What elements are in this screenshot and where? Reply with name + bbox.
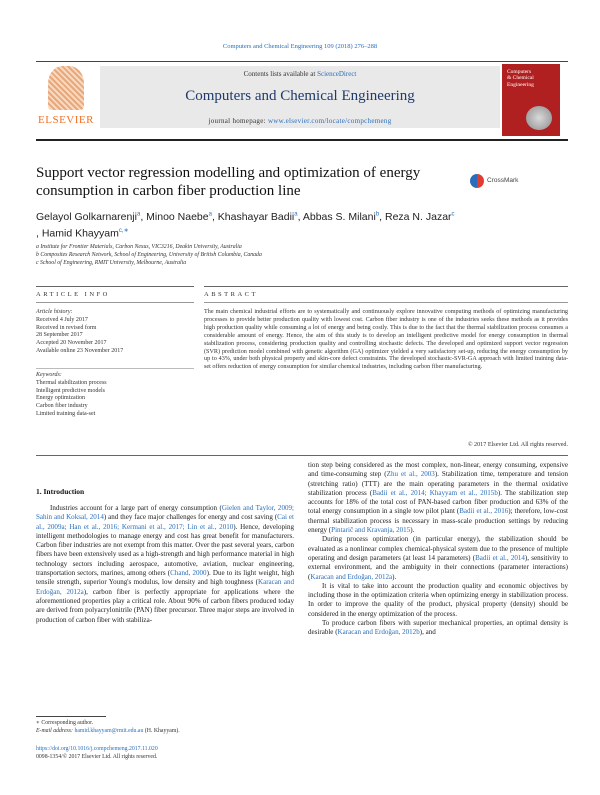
article-title: Support vector regression modelling and optimization of energy consumption in carbon fiber production line (36, 165, 421, 199)
affiliation-c: c School of Engineering, RMIT University, Melbourne, Australia (36, 260, 187, 266)
citation-link[interactable]: Badii et al., 2014 (475, 553, 525, 562)
body-text: During process optimization (in particular energy), the stabilization should be evaluated as a nonlinear complex chemical-physical system due to the presence of multiple operating and design parameters (at least 14 parameters) ( (308, 535, 568, 562)
citation-link[interactable]: Karacan and Erdoğan, 2012b (337, 628, 420, 637)
article-history (36, 309, 194, 356)
rights-line: 0098-1354/© 2017 Elsevier Ltd. All rights reserved. (36, 754, 158, 760)
author-name: Gelayol Golkarnarenji (36, 211, 137, 223)
footnote-rule (36, 716, 106, 717)
author-affiliation-marker[interactable]: a (294, 211, 298, 218)
body-text: ). The stabilization step accounts for 18% of the total cost of PAN-based carbon fiber production and 63% of the total energy consumption in a single tow pilot plant ( (308, 488, 568, 516)
journal-homepage (100, 117, 500, 125)
divider (36, 455, 568, 456)
divider (36, 286, 194, 287)
author-affiliation-marker[interactable]: b (375, 211, 380, 218)
author-affiliation-marker[interactable]: a (136, 211, 141, 218)
history-item: Received in revised form (36, 324, 97, 331)
body-text: ), and (419, 628, 436, 637)
authors-line (36, 227, 576, 240)
history-item: Received 4 July 2017 (36, 316, 88, 323)
citation-link[interactable]: Cai et al., 2009a; Han et al., 2016; Kermani et al., 2017; Lin et al., 2010 (36, 513, 294, 531)
body-text: ). Hence, developing intelligent methodologies to manage energy and cost has great benefit for manufacturers. Carbon fiber industries are not exempt from this matter. Over the past several years, carbon fibers have been extensively used as a high-strength and high performance material in high technology sectors including aerospace, automotive, aviation, nuclear engineering, transportation sectors, marines, among others ( (36, 522, 295, 578)
cover-line: & Chemical (507, 75, 534, 82)
affiliation-a: a Institute for Frontier Materials, Carbon Nexus, VIC3216, Deakin University, Australia (36, 244, 242, 250)
body-text: ), carbon fiber is perfectly appropriate for applications where the aforementioned properties play a critical role. About 90% of carbon fibers produced today are derived from polyacrylonitrile (PAN) fiber precursor. Three major steps are involved in production of carbon fiber with stabiliza- (36, 587, 295, 624)
author-affiliation-marker[interactable]: c,∗ (118, 228, 129, 234)
email-link[interactable]: hamid.khayyam@rmit.edu.au (74, 728, 144, 734)
history-item: Available online 23 November 2017 (36, 347, 124, 354)
keywords (36, 372, 194, 419)
author-name: , Hamid Khayyam (36, 227, 119, 240)
body-text: To produce carbon fibers with superior mechanical properties, an optimal density is desirable ( (308, 619, 568, 637)
journal-title: Computers and Chemical Engineering (185, 88, 415, 104)
author-affiliation-marker[interactable]: c (451, 211, 455, 218)
author-affiliation-marker[interactable]: a (208, 211, 212, 218)
doi-link[interactable]: https://doi.org/10.1016/j.compchemeng.2017.11.020 (36, 746, 158, 752)
history-heading: Article history: (36, 309, 73, 315)
keyword-item: Intelligent predictive models (36, 387, 105, 394)
citation-link[interactable]: Badii et al., 2016 (459, 507, 509, 516)
contents-prefix: Contents lists available at (243, 70, 318, 78)
affiliation-b: b Composites Research Network, School of Engineering, University of British Columbia, Canada (36, 252, 262, 258)
divider (204, 302, 568, 303)
citation-link[interactable]: Karacan and Erdoğan, 2012a (36, 578, 294, 596)
body-column-right (308, 461, 568, 638)
homepage-link[interactable]: www.elsevier.com/locate/compchemeng (267, 117, 392, 125)
doi-block (36, 745, 336, 761)
keyword-item: Energy optimization (36, 395, 86, 402)
crossmark-icon (470, 174, 484, 188)
divider (36, 302, 194, 303)
abstract-text: The main chemical industrial efforts are to systematically and continuously explore innovative computing methods of optimizing manufacturing processes to provide better production quality with lowest cost. Carbon fiber industry is one of the industries seeks these methods as it provides high production quality while consuming a lot of energy and being costly. This is due to the fact that the thermal stabilization process consumes a considerable amount of energy. Hence, the aim of this study is to develop an intelligent predictive model for energy consumption in thermal stabilization process, considering production quality and controlling stochastic defects. The developed and optimized support vector regression (SVR) prediction model combined with genetic algorithm (GA) optimizer yielded a very satisfactory set-up, reducing the energy consumption by up to 43%, under both physical property and skin-core defect constraints. The developed stochastic-SVR-GA approach with limited training data-set offers reduction of energy consumption for similar chemical industries, including carbon fiber manufacturing. (204, 309, 568, 371)
author-name: , Abbas S. Milani (297, 211, 376, 223)
body-text: It is vital to take into account the production quality and economic objectives by including those in the optimization criteria when optimizing energy in stabilization process. In order to improve the quality of the product, physical property (density) should be considered in the energy optimization of the process. (308, 581, 568, 618)
history-item: 28 September 2017 (36, 332, 83, 339)
body-paragraph (308, 535, 568, 581)
journal-reference[interactable]: Computers and Chemical Engineering 109 (2018) 276–288 (222, 43, 378, 50)
citation-link[interactable]: Zhu et al., 2003 (386, 470, 435, 479)
email-suffix: (H. Khayyam). (143, 728, 180, 734)
section-heading-introduction: 1. Introduction (36, 487, 85, 496)
elsevier-tree-icon (48, 66, 84, 110)
author-name: , Reza N. Jazar (379, 211, 452, 223)
body-text: ) and they face major challenges for energy and cost saving ( (103, 513, 278, 522)
citation-link[interactable]: Pintarič and Kravanja, 2015 (331, 526, 411, 535)
body-text: ); therefore, low-cost thermal stabilization process is necessary in mass-scale production settings by reducing energy ( (308, 507, 569, 535)
cover-illustration (526, 106, 552, 130)
body-paragraph (308, 582, 568, 619)
body-paragraph (36, 504, 294, 625)
cover-title (507, 69, 534, 88)
elsevier-logo (36, 64, 96, 134)
keyword-item: Carbon fiber industry (36, 403, 88, 410)
cover-line: Computers (507, 69, 532, 75)
citation-link[interactable]: Badii et al., 2014; Khayyam et al., 2015b (372, 488, 498, 497)
publisher-name: ELSEVIER (38, 114, 94, 126)
citation-link[interactable]: Chand, 2000 (170, 569, 207, 578)
body-paragraph (308, 461, 568, 535)
body-text: tion step being considered as the most complex, non-linear, energy consuming, expensive and time-consuming step ( (308, 461, 568, 479)
journal-cover-image (502, 64, 560, 136)
author-name: , Minoo Naebe (140, 211, 209, 223)
header-top-rule (36, 61, 568, 62)
body-text: ), sensitivity to external environment, and the ambiguity in their connections (parameter interactions) ( (308, 553, 568, 581)
article-info-heading: ARTICLE INFO (36, 291, 110, 298)
keyword-item: Limited training data-set (36, 410, 96, 417)
author-name: , Khashayar Badii (211, 211, 295, 223)
homepage-prefix: journal homepage: (208, 117, 268, 125)
divider (204, 286, 568, 287)
body-column-left (36, 504, 294, 625)
header-bottom-rule (36, 139, 568, 141)
cover-line: Engineering (507, 81, 534, 88)
body-text: ). Stabilization time, temperature and tension (stretching ratio) (TTT) are the main operating parameters in the thermal oxidative stabilization process ( (308, 470, 568, 497)
keywords-heading: Keywords: (36, 372, 62, 378)
authors-line (36, 211, 576, 223)
body-text: ). (410, 526, 415, 535)
sciencedirect-link[interactable]: ScienceDirect (317, 70, 357, 78)
crossmark-label: CrossMark (487, 177, 519, 184)
body-text: ). Due to its light weight, high tensile strength, superior Young's modulus, low density and high toughness ( (36, 569, 295, 587)
divider (36, 368, 194, 369)
citation-link[interactable]: Gielen and Taylor, 2009; Sahin and Koksal, 2014 (36, 504, 294, 522)
footnote (36, 719, 336, 735)
crossmark-badge[interactable] (470, 172, 540, 192)
contents-line (100, 70, 500, 78)
copyright: © 2017 Elsevier Ltd. All rights reserved. (467, 442, 568, 448)
email-label: E-mail address: (36, 728, 75, 734)
body-text: ). (392, 572, 397, 581)
email-line (36, 727, 336, 735)
history-item: Accepted 20 November 2017 (36, 340, 107, 347)
body-text: Industries account for a large part of energy consumption ( (50, 504, 222, 512)
abstract-heading: ABSTRACT (204, 291, 258, 298)
citation-link[interactable]: Karacan and Erdoğan, 2012a (310, 572, 393, 581)
corresponding-author: ∗ Corresponding author. (36, 720, 94, 726)
body-paragraph (308, 619, 568, 638)
keyword-item: Thermal stabilization process (36, 379, 107, 386)
